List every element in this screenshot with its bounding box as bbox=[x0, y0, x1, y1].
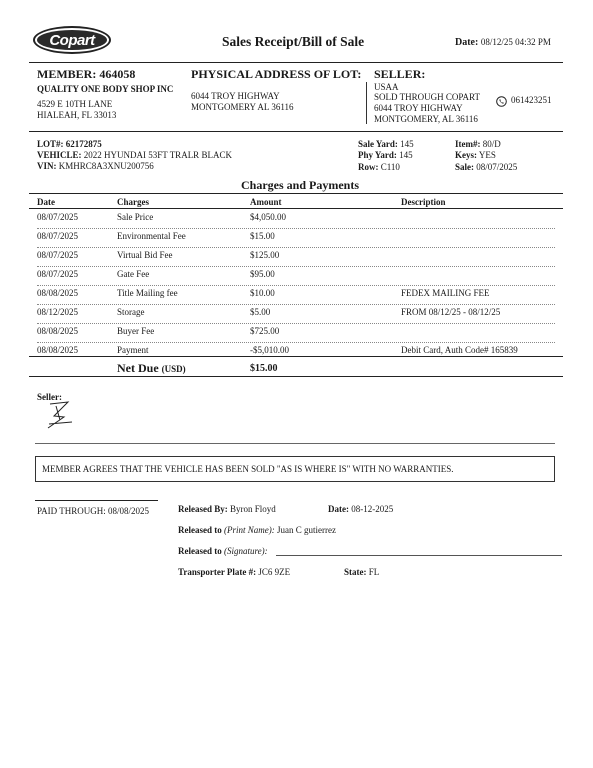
table-row bbox=[37, 304, 555, 324]
item-value: 80/D bbox=[482, 139, 501, 149]
row-charge: Storage bbox=[117, 307, 145, 317]
vin-value: KMHRC8A3XNU200756 bbox=[58, 161, 154, 171]
row-amount: $4,050.00 bbox=[250, 212, 286, 222]
row-amount: $95.00 bbox=[250, 269, 275, 279]
lot-address-heading: PHYSICAL ADDRESS OF LOT: bbox=[191, 67, 362, 81]
vin-label: VIN: bbox=[37, 161, 57, 171]
table-row bbox=[37, 266, 555, 286]
row-description: FROM 08/12/25 - 08/12/25 bbox=[401, 307, 501, 317]
row-amount: -$5,010.00 bbox=[250, 345, 289, 355]
net-due-value: $15.00 bbox=[250, 363, 278, 374]
page-title: Sales Receipt/Bill of Sale bbox=[222, 34, 365, 49]
disclaimer-box bbox=[35, 456, 555, 482]
released-by-value: Byron Floyd bbox=[230, 504, 276, 514]
row-date: 08/07/2025 bbox=[37, 231, 79, 241]
table-row bbox=[37, 247, 555, 267]
row-description: Debit Card, Auth Code# 165839 bbox=[401, 345, 518, 355]
state bbox=[344, 567, 379, 577]
signature-label: (Signature): bbox=[224, 546, 268, 556]
header-date bbox=[455, 37, 551, 48]
keys-value: YES bbox=[478, 150, 496, 160]
print-name-label: (Print Name): bbox=[224, 525, 275, 535]
phone-icon bbox=[496, 94, 507, 105]
table-row bbox=[37, 209, 555, 229]
row-label: Row: bbox=[358, 162, 379, 172]
vehicle bbox=[37, 150, 232, 160]
sale-date-value: 08/07/2025 bbox=[476, 162, 518, 172]
lot-number-label: LOT#: bbox=[37, 139, 64, 149]
keys bbox=[455, 150, 496, 160]
row-amount: $15.00 bbox=[250, 231, 275, 241]
release-date-label: Date: bbox=[328, 504, 349, 514]
row-description: FEDEX MAILING FEE bbox=[401, 288, 490, 298]
plate-value: JC6 9ZE bbox=[258, 567, 291, 577]
row-amount: $725.00 bbox=[250, 326, 280, 336]
row-charge: Environmental Fee bbox=[117, 231, 186, 241]
member-address-1: 4529 E 10TH LANE bbox=[37, 99, 113, 109]
phy-yard bbox=[358, 150, 413, 160]
copart-logo-text: Copart bbox=[37, 30, 107, 50]
seller-line-3: 6044 TROY HIGHWAY bbox=[374, 103, 463, 113]
table-row bbox=[37, 323, 555, 343]
row-charge: Payment bbox=[117, 345, 149, 355]
transporter-plate bbox=[178, 567, 290, 577]
row-value: C110 bbox=[380, 162, 400, 172]
release-date bbox=[328, 504, 393, 514]
row-charge: Gate Fee bbox=[117, 269, 150, 279]
sale-yard-value: 145 bbox=[400, 139, 414, 149]
signature-line bbox=[276, 555, 562, 556]
phy-yard-value: 145 bbox=[399, 150, 413, 160]
released-to-sig-label: Released to bbox=[178, 546, 222, 556]
seller-phone: 061423251 bbox=[511, 95, 552, 105]
net-due-label bbox=[117, 361, 186, 376]
phy-yard-label: Phy Yard: bbox=[358, 150, 397, 160]
item-label: Item#: bbox=[455, 139, 481, 149]
sale-date-label: Sale: bbox=[455, 162, 474, 172]
row-date: 08/07/2025 bbox=[37, 212, 79, 222]
row-date: 08/07/2025 bbox=[37, 250, 79, 260]
vin bbox=[37, 161, 154, 171]
state-value: FL bbox=[368, 567, 380, 577]
header-date-label: Date: bbox=[455, 37, 479, 48]
table-row bbox=[37, 285, 555, 305]
row-date: 08/08/2025 bbox=[37, 288, 79, 298]
sale-date bbox=[455, 162, 517, 172]
seller-heading: SELLER: bbox=[374, 67, 426, 81]
member-section-divider bbox=[29, 131, 563, 132]
sale-yard bbox=[358, 139, 414, 149]
col-header-charges: Charges bbox=[117, 197, 149, 207]
copart-logo bbox=[33, 26, 111, 54]
net-due-bottom-rule bbox=[29, 376, 563, 377]
seller-divider bbox=[366, 82, 367, 124]
seller-signature-label: Seller: bbox=[37, 392, 62, 402]
table-row bbox=[37, 342, 555, 361]
header-date-value: 08/12/25 04:32 PM bbox=[480, 37, 551, 47]
released-to-label: Released to bbox=[178, 525, 222, 535]
row-charge: Buyer Fee bbox=[117, 326, 155, 336]
net-due-top-rule bbox=[29, 356, 563, 357]
vehicle-label: VEHICLE: bbox=[37, 150, 82, 160]
member-name: QUALITY ONE BODY SHOP INC bbox=[37, 84, 174, 94]
table-row bbox=[37, 228, 555, 248]
row-date: 08/08/2025 bbox=[37, 345, 79, 355]
print-name-value: Juan C gutierrez bbox=[277, 525, 336, 535]
col-header-amount: Amount bbox=[250, 197, 282, 207]
lot-address-line-2: MONTGOMERY AL 36116 bbox=[191, 102, 294, 112]
member-number: 464058 bbox=[99, 67, 136, 81]
row-amount: $10.00 bbox=[250, 288, 275, 298]
signature-dotted-rule bbox=[35, 443, 555, 444]
released-by bbox=[178, 504, 276, 514]
charges-top-rule bbox=[29, 193, 563, 194]
member-address-2: HIALEAH, FL 33013 bbox=[37, 110, 117, 120]
paid-through: PAID THROUGH: 08/08/2025 bbox=[37, 506, 150, 516]
net-due-currency: (USD) bbox=[161, 364, 186, 374]
row-date: 08/12/2025 bbox=[37, 307, 79, 317]
seller-line-1: USAA bbox=[374, 82, 399, 92]
plate-label: Transporter Plate #: bbox=[178, 567, 257, 577]
seller-line-2: SOLD THROUGH COPART bbox=[374, 92, 480, 102]
lot-address-line-1: 6044 TROY HIGHWAY bbox=[191, 91, 280, 101]
header-divider bbox=[29, 62, 563, 63]
disclaimer-text: MEMBER AGREES THAT THE VEHICLE HAS BEEN SOLD "AS IS WHERE IS" WITH NO WARRANTIES. bbox=[42, 464, 454, 474]
row-date: 08/07/2025 bbox=[37, 269, 79, 279]
row-location bbox=[358, 162, 400, 172]
col-header-description: Description bbox=[401, 197, 446, 207]
row-charge: Sale Price bbox=[117, 212, 154, 222]
row-amount: $5.00 bbox=[250, 307, 271, 317]
lot-number bbox=[37, 139, 102, 149]
member-heading bbox=[37, 67, 135, 82]
net-due-text: Net Due bbox=[117, 361, 159, 375]
released-to-signature bbox=[178, 546, 268, 556]
member-label: MEMBER: bbox=[37, 67, 97, 81]
released-to-print bbox=[178, 525, 336, 535]
sale-yard-label: Sale Yard: bbox=[358, 139, 398, 149]
seller-signature-icon bbox=[44, 400, 76, 430]
row-charge: Title Mailing fee bbox=[117, 288, 178, 298]
row-date: 08/08/2025 bbox=[37, 326, 79, 336]
row-charge: Virtual Bid Fee bbox=[117, 250, 173, 260]
released-by-label: Released By: bbox=[178, 504, 228, 514]
state-label: State: bbox=[344, 567, 367, 577]
charges-title: Charges and Payments bbox=[241, 178, 360, 192]
vehicle-value: 2022 HYUNDAI 53FT TRALR BLACK bbox=[83, 150, 232, 160]
col-header-date: Date bbox=[37, 197, 55, 207]
seller-line-4: MONTGOMERY, AL 36116 bbox=[374, 114, 478, 124]
paid-through-rule bbox=[35, 500, 158, 501]
lot-number-value: 62172875 bbox=[65, 139, 102, 149]
release-date-value: 08-12-2025 bbox=[351, 504, 394, 514]
row-amount: $125.00 bbox=[250, 250, 280, 260]
item-number bbox=[455, 139, 501, 149]
keys-label: Keys: bbox=[455, 150, 477, 160]
